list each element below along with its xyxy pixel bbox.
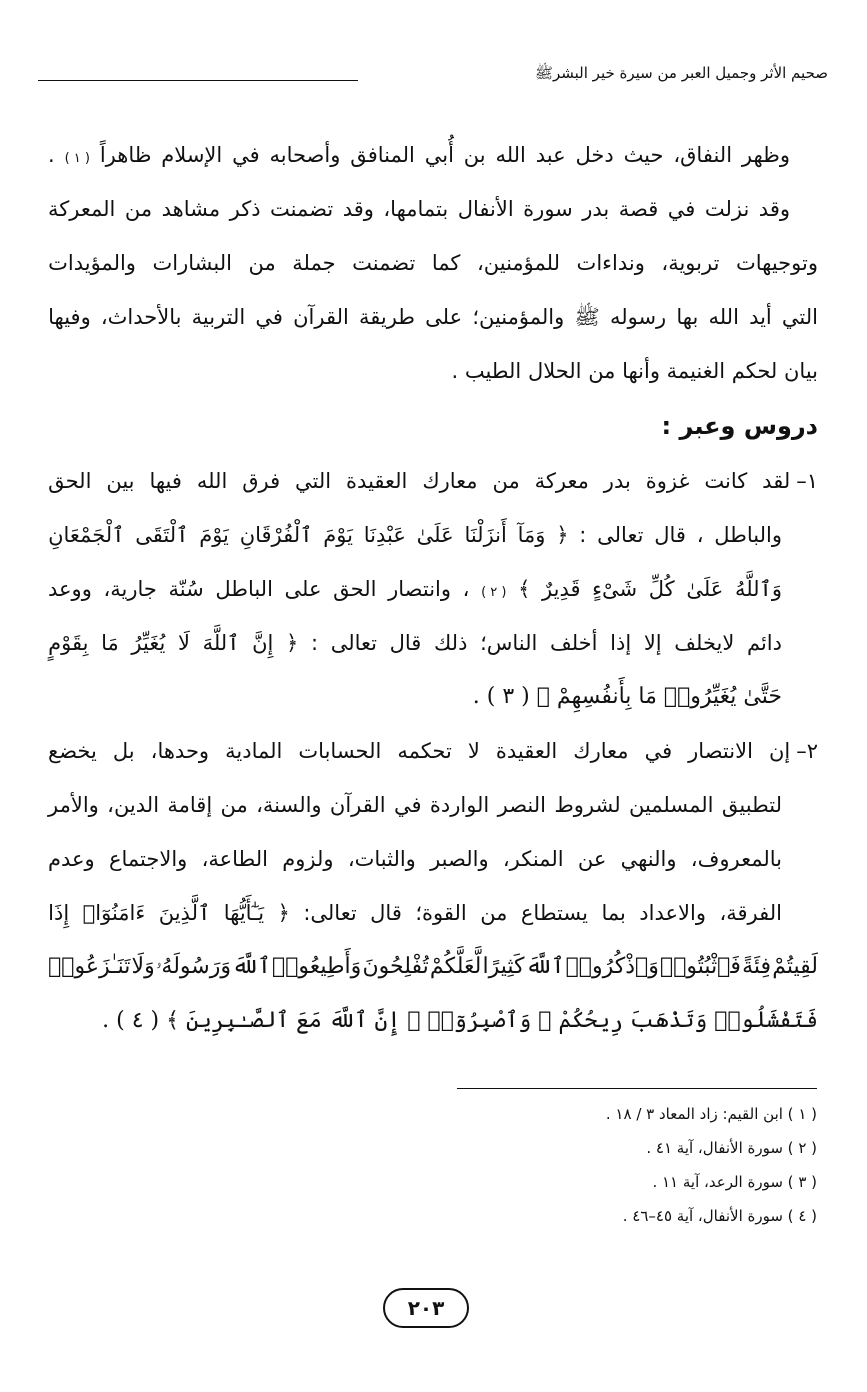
word: تعالى bbox=[330, 631, 377, 655]
word: ذكر bbox=[229, 197, 261, 221]
word: لقد bbox=[762, 469, 791, 493]
word: لَّعَلَّكُمْ bbox=[429, 954, 482, 979]
word: وَلَا bbox=[131, 954, 155, 979]
word: بن bbox=[463, 143, 486, 167]
word: طريقة bbox=[358, 305, 415, 329]
quran-line: فَتَفْشَلُوا۟ وَتَذْهَبَ رِيحُكُمْ ۖ وَٱصْبِرُوٓا۟ ۚ إِنَّ ٱللَّهَ مَعَ ٱلصَّـٰبِرِينَ ﴾ ( ٤ ) . bbox=[102, 1008, 818, 1033]
word: الدين، bbox=[107, 793, 160, 817]
word: أيد bbox=[749, 305, 772, 329]
word: إذا bbox=[610, 631, 632, 655]
word: والنهي bbox=[620, 847, 677, 871]
word: الحق bbox=[333, 577, 377, 601]
word: نزلت bbox=[704, 197, 750, 221]
word: العقيدة bbox=[346, 469, 408, 493]
word: الله bbox=[495, 143, 526, 167]
word: كَثِيرًا bbox=[482, 954, 525, 979]
word: وظهر bbox=[741, 143, 790, 167]
word: شَىْءٍ bbox=[592, 577, 638, 601]
word: لايخلف bbox=[674, 631, 735, 655]
word: عَلَىٰ bbox=[416, 523, 454, 547]
word: والصبر bbox=[430, 847, 489, 871]
word: جارية، bbox=[103, 577, 157, 601]
word: على bbox=[284, 577, 322, 601]
word: ﴿ bbox=[286, 631, 299, 655]
word: معارك bbox=[422, 469, 478, 493]
word: حيث bbox=[623, 143, 664, 167]
word: عبد bbox=[535, 143, 566, 167]
word: التي bbox=[781, 305, 818, 329]
word: في bbox=[232, 143, 260, 167]
word: الله bbox=[196, 469, 228, 493]
word: قال bbox=[654, 523, 686, 547]
word: ﷺ bbox=[574, 305, 600, 329]
word: من bbox=[480, 901, 508, 925]
word: الناس؛ bbox=[480, 631, 538, 655]
word: النفاق، bbox=[673, 143, 733, 167]
word: وتوجيهات bbox=[735, 251, 818, 275]
word: ٱلْجَمْعَانِ bbox=[48, 523, 125, 547]
word: تضمنت bbox=[270, 197, 334, 221]
word: عَلَىٰ bbox=[686, 577, 724, 601]
word: وانتصار bbox=[388, 577, 452, 601]
word: أَنزَلْنَا bbox=[464, 523, 507, 547]
word: فِئَةً bbox=[742, 954, 772, 979]
word: للمؤمنين، bbox=[476, 251, 560, 275]
word: ، bbox=[462, 577, 470, 601]
word: ﴿ bbox=[556, 523, 569, 547]
word: تَنَـٰزَعُوا۟ bbox=[48, 954, 131, 979]
word: بها bbox=[676, 305, 699, 329]
paragraph-line bbox=[48, 182, 818, 236]
word: يَوْمَ bbox=[199, 523, 229, 547]
word: إن bbox=[768, 739, 791, 763]
word: ذلك bbox=[433, 631, 468, 655]
word: وحدها، bbox=[150, 739, 210, 763]
word: وأصحابه bbox=[269, 143, 341, 167]
word: تربوية، bbox=[661, 251, 720, 275]
word: في bbox=[667, 197, 696, 221]
word: القوة؛ bbox=[415, 901, 467, 925]
word: ظاهراً bbox=[99, 143, 152, 167]
word: ﴾ bbox=[518, 577, 531, 601]
list-item-line bbox=[48, 454, 818, 508]
word: ءَامَنُوٓا۟ bbox=[82, 901, 146, 925]
word: لشروط bbox=[554, 793, 621, 817]
word: دائم bbox=[746, 631, 782, 655]
word: أُبي bbox=[424, 143, 454, 167]
word: سورة bbox=[523, 197, 573, 221]
word: معارك bbox=[573, 739, 629, 763]
word: الإسلام bbox=[161, 143, 223, 167]
footnotes bbox=[317, 1097, 817, 1233]
word: ٱلَّذِينَ bbox=[158, 901, 211, 925]
word: جملة bbox=[292, 251, 336, 275]
word: إلا bbox=[643, 631, 662, 655]
word: وعدم bbox=[48, 847, 95, 871]
word: لَقِيتُمْ bbox=[772, 954, 818, 979]
word: والسنة، bbox=[256, 793, 322, 817]
word: التربية bbox=[191, 305, 246, 329]
footnote: ( ٢ ) سورة الأنفال، آية ٤١ . bbox=[646, 1139, 817, 1157]
word: إِذَا bbox=[48, 901, 70, 925]
word: سُنّة bbox=[168, 577, 204, 601]
word: ونداءات bbox=[576, 251, 645, 275]
header-rule bbox=[38, 80, 358, 81]
word: أخلف bbox=[549, 631, 598, 655]
word: الانتصار bbox=[688, 739, 753, 763]
word: ( ١ ) bbox=[64, 151, 90, 166]
word: يستطاع bbox=[520, 901, 588, 925]
word: معركة bbox=[534, 469, 589, 493]
list-item-line bbox=[48, 616, 818, 670]
word: والأمر bbox=[48, 793, 99, 817]
word: بالمعروف، bbox=[690, 847, 782, 871]
word: المادية bbox=[225, 739, 283, 763]
word: من bbox=[248, 251, 276, 275]
word: ( ٢ ) bbox=[481, 585, 507, 600]
word: ٱللَّهَ bbox=[202, 631, 240, 655]
word: العقيدة bbox=[495, 739, 558, 763]
word: قَدِيرٌ bbox=[542, 577, 581, 601]
list-item-line bbox=[48, 886, 818, 940]
word: وفيها bbox=[48, 305, 91, 329]
word: التي bbox=[295, 469, 332, 493]
word: عَبْدِنَا bbox=[363, 523, 406, 547]
footnote: ( ٤ ) سورة الأنفال، آية ٤٥–٤٦ . bbox=[622, 1207, 817, 1225]
word: لتطبيق bbox=[721, 793, 782, 817]
word: يُغَيِّرُ bbox=[131, 631, 166, 655]
word: البشارات bbox=[152, 251, 232, 275]
word: في bbox=[393, 793, 422, 817]
word: الحسابات bbox=[298, 739, 382, 763]
word: وَٱللَّهُ bbox=[734, 577, 782, 601]
word: الفرقة، bbox=[719, 901, 782, 925]
word: غزوة bbox=[645, 469, 690, 493]
word: يَوْمَ bbox=[323, 523, 353, 547]
word: من bbox=[124, 197, 153, 221]
word: تعالى: bbox=[303, 901, 357, 925]
word: من bbox=[220, 793, 248, 817]
footnote-rule bbox=[457, 1088, 817, 1089]
word: تُفْلِحُونَ bbox=[362, 954, 429, 979]
word: القرآن bbox=[293, 305, 349, 329]
word: ٱلْتَقَى bbox=[135, 523, 189, 547]
word: المعركة bbox=[48, 197, 116, 221]
word: بتمامها، bbox=[383, 197, 449, 221]
paragraph-line bbox=[48, 128, 818, 182]
word: إقامة bbox=[167, 793, 213, 817]
word: والمؤيدات bbox=[48, 251, 136, 275]
word: وقد bbox=[758, 197, 790, 221]
word: قصة bbox=[618, 197, 659, 221]
word: بين bbox=[106, 469, 135, 493]
word: تحكمه bbox=[397, 739, 452, 763]
word: ووعد bbox=[48, 577, 92, 601]
word: قال bbox=[370, 901, 402, 925]
word: والباطل bbox=[714, 523, 782, 547]
word: ، bbox=[696, 523, 704, 547]
word: كما bbox=[431, 251, 461, 275]
word: الأنفال bbox=[457, 197, 514, 221]
word: وقد bbox=[342, 197, 374, 221]
list-item-number: ١– bbox=[796, 469, 818, 493]
word: مَا bbox=[101, 631, 119, 655]
word: قال bbox=[389, 631, 422, 655]
word: . bbox=[48, 143, 55, 167]
footnote: ( ٣ ) سورة الرعد، آية ١١ . bbox=[652, 1173, 817, 1191]
word: تعالى bbox=[597, 523, 644, 547]
quran-line bbox=[48, 940, 818, 994]
word: بِقَوْمٍ bbox=[48, 631, 89, 655]
word: فَٱثْبُتُوا۟ bbox=[660, 954, 741, 979]
word: كُلِّ bbox=[648, 577, 675, 601]
word: المسلمين bbox=[628, 793, 714, 817]
word: وَأَطِيعُوا۟ bbox=[272, 954, 362, 979]
running-header-title: صحيم الأثر وجميل العبر من سيرة خير البشرﷺ bbox=[534, 64, 828, 82]
word: وَرَسُولَهُۥ bbox=[155, 954, 231, 979]
body-text bbox=[48, 128, 818, 1048]
word: لَا bbox=[177, 631, 190, 655]
word: الباطل bbox=[215, 577, 273, 601]
word: فيها bbox=[149, 469, 182, 493]
word: ولزوم bbox=[282, 847, 334, 871]
section-heading: دروس وعبر : bbox=[661, 412, 818, 440]
word: على bbox=[425, 305, 463, 329]
word: تضمنت bbox=[352, 251, 416, 275]
paragraph-line bbox=[48, 290, 818, 344]
list-item-line bbox=[48, 724, 818, 778]
word: بدر bbox=[582, 197, 610, 221]
word: المنافق bbox=[350, 143, 415, 167]
list-item-line bbox=[48, 832, 818, 886]
word: ٱلْفُرْقَانِ bbox=[239, 523, 313, 547]
word: بل bbox=[112, 739, 135, 763]
footnote: ( ١ ) ابن القيم: زاد المعاد ٣ / ١٨ . bbox=[605, 1105, 817, 1123]
word: رسوله bbox=[609, 305, 667, 329]
list-item-line bbox=[48, 508, 818, 562]
word: يخضع bbox=[48, 739, 97, 763]
word: النصر bbox=[497, 793, 546, 817]
word: والاجتماع bbox=[108, 847, 188, 871]
word: لا bbox=[467, 739, 480, 763]
word: بدر bbox=[603, 469, 631, 493]
paragraph-line: بيان لحكم الغنيمة وأنها من الحلال الطيب . bbox=[451, 359, 818, 383]
word: : bbox=[310, 631, 319, 655]
list-item-line bbox=[48, 562, 818, 616]
word: مشاهد bbox=[161, 197, 221, 221]
word: : bbox=[579, 523, 587, 547]
list-item-line: حَتَّىٰ يُغَيِّرُوا۟ مَا بِأَنفُسِهِمْ ﴾ ( ٣ ) . bbox=[472, 684, 782, 709]
paragraph-line bbox=[48, 236, 818, 290]
word: إِنَّ bbox=[252, 631, 274, 655]
word: ٱللَّهَ bbox=[525, 954, 565, 979]
list-item-line bbox=[48, 778, 818, 832]
word: الطاعة، bbox=[201, 847, 269, 871]
word: في bbox=[644, 739, 673, 763]
word: بالأحداث، bbox=[100, 305, 182, 329]
word: الواردة bbox=[429, 793, 490, 817]
word: فرق bbox=[242, 469, 281, 493]
word: وَٱذْكُرُوا۟ bbox=[565, 954, 659, 979]
word: والثبات، bbox=[347, 847, 416, 871]
word: ٱللَّهَ bbox=[232, 954, 271, 979]
word: المنكر، bbox=[502, 847, 564, 871]
running-header bbox=[38, 58, 828, 88]
word: دخل bbox=[575, 143, 614, 167]
word: والاعداد bbox=[639, 901, 706, 925]
word: الله bbox=[708, 305, 739, 329]
page-number: ٢٠٣ bbox=[383, 1288, 469, 1328]
word: بما bbox=[601, 901, 626, 925]
word: القرآن bbox=[329, 793, 386, 817]
word: الحق bbox=[48, 469, 92, 493]
word: عن bbox=[577, 847, 607, 871]
word: وَمَآ bbox=[517, 523, 546, 547]
word: ﴿ bbox=[277, 901, 290, 925]
word: والمؤمنين؛ bbox=[472, 305, 565, 329]
word: يَـٰٓأَيُّهَا bbox=[223, 901, 265, 925]
word: من bbox=[492, 469, 520, 493]
word: كانت bbox=[704, 469, 748, 493]
word: في bbox=[255, 305, 283, 329]
list-item-number: ٢– bbox=[796, 739, 818, 763]
